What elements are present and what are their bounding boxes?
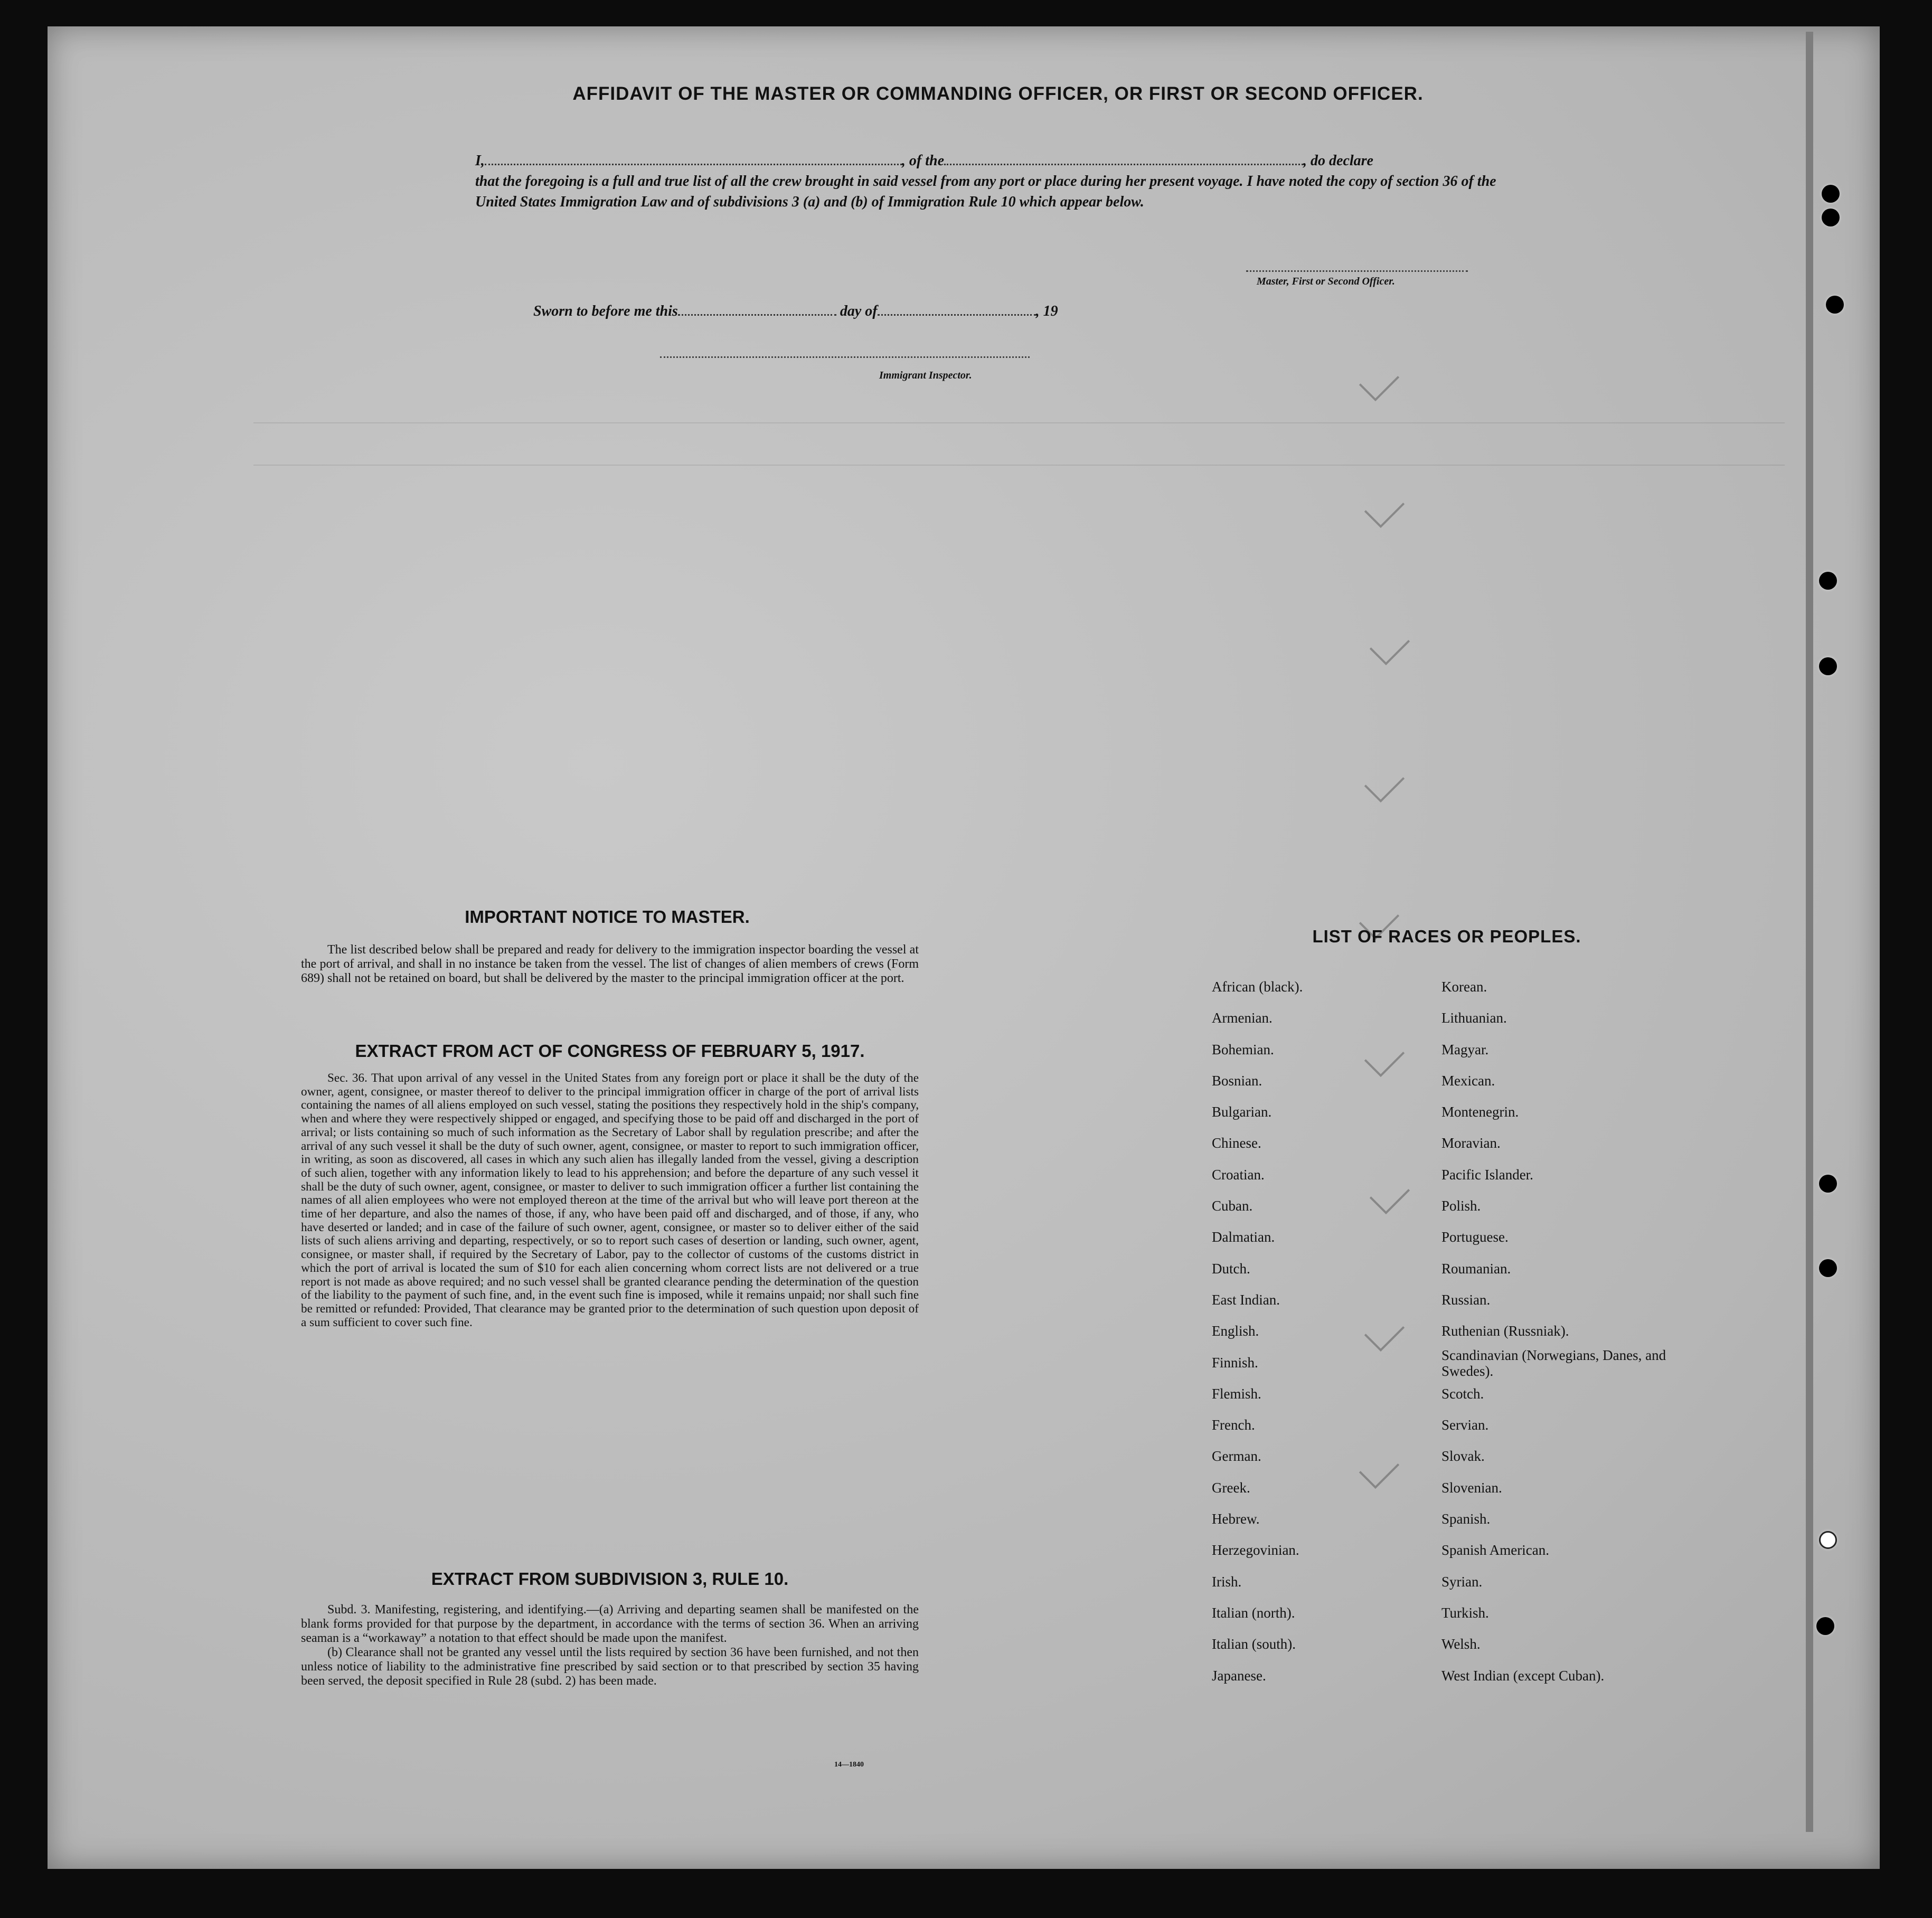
bleed-through-rule: [253, 422, 1785, 423]
master-signature-caption: Master, First or Second Officer.: [1257, 276, 1395, 287]
checkmark: [1359, 361, 1399, 401]
binder-hole: [1816, 1617, 1834, 1635]
race-item: Bosnian.: [1212, 1072, 1262, 1089]
affidavit-line1-start: I,: [475, 153, 485, 169]
sworn-day: day of: [840, 303, 878, 319]
race-item: Mexican.: [1441, 1072, 1495, 1089]
race-item: Dalmatian.: [1212, 1229, 1275, 1245]
race-item: Scandinavian (Norwegians, Danes, and Swedes).: [1441, 1347, 1666, 1379]
race-item: Scotch.: [1441, 1385, 1484, 1402]
race-item: Dutch.: [1212, 1260, 1250, 1277]
race-item: Spanish American.: [1441, 1542, 1549, 1558]
sworn-month-blank[interactable]: [878, 314, 1036, 316]
race-item: Armenian.: [1212, 1010, 1273, 1026]
rule-extract-para-a: Subd. 3. Manifesting, registering, and identifying.—(a) Arriving and departing seamen shall be manifested on the blank forms provided for that purpose by the department, in accordance with the terms of section 36. When an arriving seaman is a “workaway” a notation to that effect should be made upon the manifest.: [301, 1603, 919, 1645]
form-number: 14—1840: [834, 1761, 864, 1769]
notice-body: [301, 943, 919, 986]
race-item: Slovenian.: [1441, 1479, 1502, 1496]
binder-hole: [1819, 1259, 1837, 1277]
race-item: Hebrew.: [1212, 1511, 1260, 1527]
race-item: Finnish.: [1212, 1354, 1258, 1371]
sworn-year: , 19: [1035, 303, 1058, 319]
checkmark: [1364, 762, 1405, 802]
race-item: Pacific Islander.: [1441, 1166, 1533, 1183]
act-extract-title: EXTRACT FROM ACT OF CONGRESS OF FEBRUARY 5, 1917.: [355, 1041, 865, 1061]
race-item: Herzegovinian.: [1212, 1542, 1299, 1558]
race-item: Magyar.: [1441, 1041, 1489, 1057]
race-item: Moravian.: [1441, 1135, 1501, 1151]
rule-extract-title: EXTRACT FROM SUBDIVISION 3, RULE 10.: [431, 1569, 789, 1589]
race-item: Irish.: [1212, 1573, 1242, 1590]
race-item: Italian (north).: [1212, 1604, 1295, 1621]
race-item: German.: [1212, 1448, 1261, 1465]
rule-extract-body: [301, 1603, 919, 1688]
race-item: Korean.: [1441, 979, 1487, 995]
race-item: Greek.: [1212, 1479, 1250, 1496]
race-item: Syrian.: [1441, 1573, 1483, 1590]
act-extract-paragraph: Sec. 36. That upon arrival of any vessel in the United States from any foreign port or place it shall be the duty of the owner, agent, consignee, or master thereof to deliver to the principal immigration officer in charge of the port of arrival lists containing the names of all aliens employed on such vessel, stating the positions they respectively hold in the ship's company, when and where they were respectively shipped or engaged, and specifying those to be paid off and discharged in the port of arrival; or lists containing so much of such information as the Secretary of Labor shall by regulation prescribe; and after the arrival of any such vessel it shall be the duty of such owner, agent, consignee, or master to report to such immigration officer, in writing, as soon as discovered, all cases in which any such alien has illegally landed from the vessel, giving a description of such alien, together with any information likely to lead to his apprehension; and before the departure of any such vessel it shall be the duty of such owner, agent, consignee, or master to deliver to such immigration officer a further list containing the names of all alien employees who were not employed thereon at the time of the arrival but who will leave port thereon at the time of her departure, and also the names of those, if any, who have been paid off and discharged, and of those, if any, who have deserted or landed; and in case of the failure of such owner, agent, consignee, or master so to deliver either of the said lists of such aliens arriving and departing, respectively, or so to report such cases of desertion or landing, such owner, agent, consignee, or master shall, if required by the Secretary of Labor, pay to the collector of customs of the customs district in which the port of arrival is located the sum of $10 for each alien concerning whom correct lists are not delivered or a true report is not made as above required; and no such vessel shall be granted clearance pending the determination of the question of the liability to the payment of such fine, and, in the event such fine is imposed, while it remains unpaid; nor shall such fine be remitted or refunded: Provided, That clearance may be granted prior to the determination of such question upon deposit of a sum sufficient to cover such fine.: [301, 1071, 919, 1329]
checkmark: [1370, 625, 1410, 665]
races-title: LIST OF RACES OR PEOPLES.: [1312, 927, 1581, 946]
affidavit-line1-of: , of the: [901, 153, 945, 169]
race-item: Spanish.: [1441, 1511, 1491, 1527]
race-item: Slovak.: [1441, 1448, 1485, 1465]
race-item: Turkish.: [1441, 1604, 1489, 1621]
binder-hole: [1822, 209, 1840, 226]
checkmark: [1364, 488, 1405, 528]
affidavit-body: that the foregoing is a full and true list of all the crew brought in said vessel from any port or place during her present voyage. I have noted the copy of section 36 of the United States Immigration Law and of subdivisions 3 (a) and (b) of Immigration Rule 10 which appear below.: [475, 173, 1496, 210]
vessel-name-blank[interactable]: [944, 164, 1303, 165]
affidavit-line1-end: , do declare: [1303, 153, 1373, 169]
master-signature-line[interactable]: [1246, 270, 1468, 272]
act-extract-body: [301, 1072, 919, 1329]
race-item: Japanese.: [1212, 1667, 1266, 1684]
sworn-line: [533, 303, 1058, 320]
race-item: Welsh.: [1441, 1636, 1481, 1652]
binder-hole: [1826, 296, 1844, 314]
race-item: Portuguese.: [1441, 1229, 1509, 1245]
race-item: West Indian (except Cuban).: [1441, 1667, 1605, 1684]
race-item: African (black).: [1212, 979, 1303, 995]
race-item: Ruthenian (Russniak).: [1441, 1323, 1569, 1339]
race-item: Croatian.: [1212, 1166, 1265, 1183]
races-right-column: [1441, 971, 1684, 1692]
race-item: English.: [1212, 1323, 1259, 1339]
rule-extract-para-b: (b) Clearance shall not be granted any vessel until the lists required by section 36 have been furnished, and not then unless notice of liability to the administrative fine prescribed by said section or to that prescribed by section 35 having been served, the deposit specified in Rule 28 (subd. 2) has been made.: [301, 1646, 919, 1688]
race-item: Montenegrin.: [1441, 1104, 1519, 1120]
binder-hole: [1819, 1175, 1837, 1193]
notice-title: IMPORTANT NOTICE TO MASTER.: [465, 907, 750, 927]
affidavit-text: [475, 150, 1505, 212]
binder-hole: [1819, 572, 1837, 590]
races-left-column: [1212, 971, 1434, 1692]
race-item: Chinese.: [1212, 1135, 1261, 1151]
race-item: Bulgarian.: [1212, 1104, 1272, 1120]
sworn-date-blank[interactable]: [678, 314, 836, 316]
race-item: French.: [1212, 1417, 1255, 1433]
sworn-start: Sworn to before me this: [533, 303, 678, 319]
inspector-signature-caption: Immigrant Inspector.: [879, 370, 972, 381]
page-edge: [1806, 32, 1813, 1832]
race-item: Flemish.: [1212, 1385, 1261, 1402]
binder-hole: [1819, 1531, 1837, 1549]
race-item: Lithuanian.: [1441, 1010, 1507, 1026]
declarant-name-blank[interactable]: [485, 164, 902, 165]
binder-hole: [1819, 657, 1837, 675]
binder-hole: [1822, 185, 1840, 203]
race-item: Polish.: [1441, 1198, 1481, 1214]
inspector-signature-line[interactable]: [660, 356, 1030, 358]
race-item: East Indian.: [1212, 1291, 1280, 1308]
race-item: Russian.: [1441, 1291, 1491, 1308]
affidavit-title: AFFIDAVIT OF THE MASTER OR COMMANDING OFFICER, OR FIRST OR SECOND OFFICER.: [572, 83, 1424, 104]
race-item: Roumanian.: [1441, 1260, 1511, 1277]
race-item: Bohemian.: [1212, 1041, 1274, 1057]
race-item: Italian (south).: [1212, 1636, 1296, 1652]
race-item: Servian.: [1441, 1417, 1489, 1433]
notice-paragraph: The list described below shall be prepared and ready for delivery to the immigration inspector boarding the vessel at the port of arrival, and shall in no instance be taken from the vessel. The list of changes of alien members of crews (Form 689) shall not be retained on board, but shall be delivered by the master to the principal immigration officer at the port.: [301, 943, 919, 985]
bleed-through-rule: [253, 465, 1785, 466]
bleed-through-title: [296, 82, 307, 117]
race-item: Cuban.: [1212, 1198, 1253, 1214]
